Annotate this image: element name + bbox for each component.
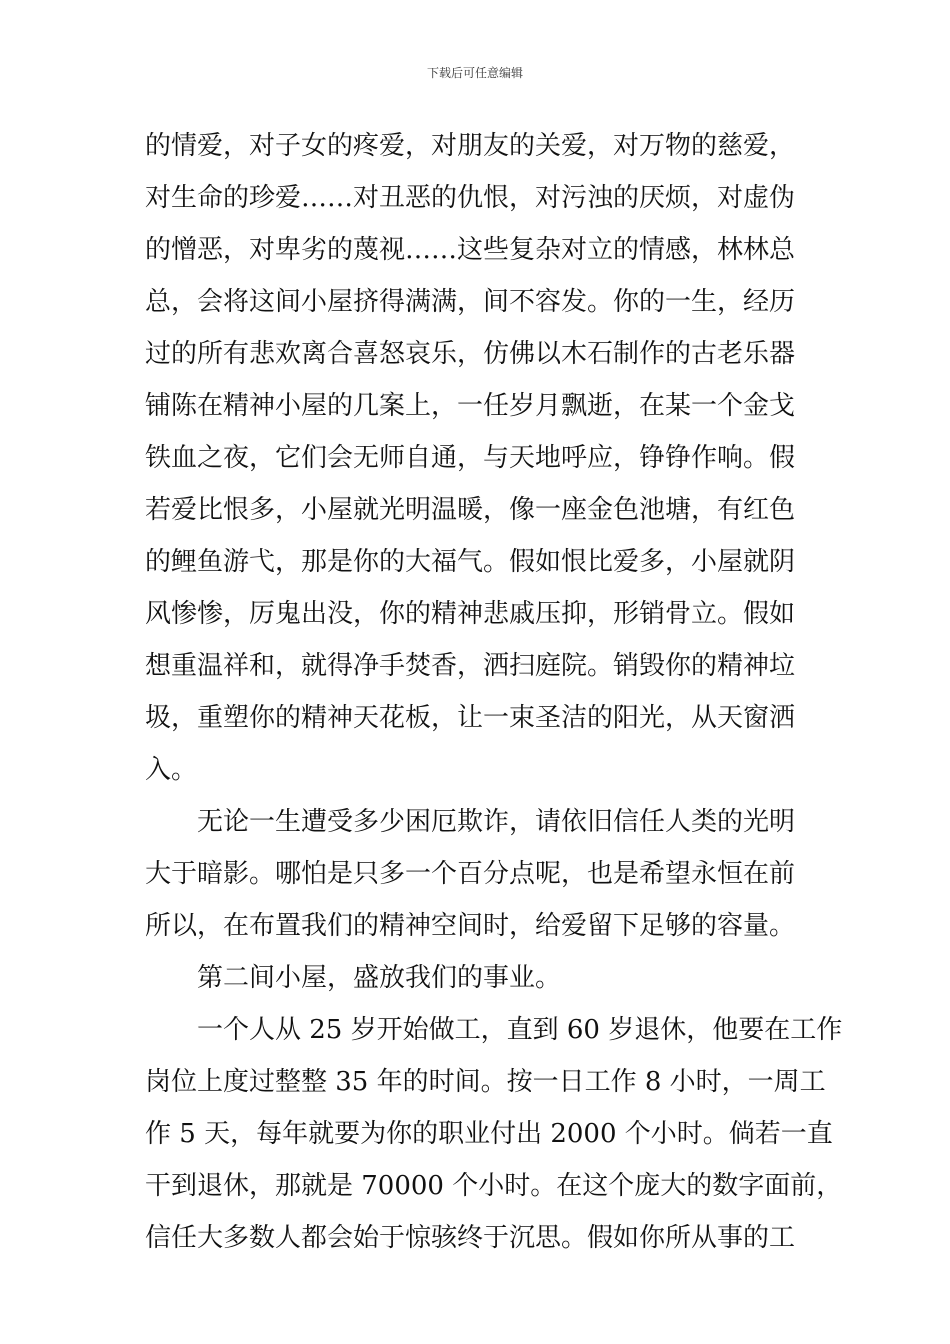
paragraph-first-line: 无论一生遭受多少困厄欺诈，请依旧信任人类的光明 [197, 807, 796, 837]
paragraph-first-line: 一个人从 25 岁开始做工，直到 60 岁退休，他要在工作 [197, 1015, 843, 1045]
paragraph-first-line: 第二间小屋，盛放我们的事业。 [197, 963, 562, 993]
text-line: 干到退休，那就是 70000 个小时。在这个庞大的数字面前， [145, 1171, 843, 1201]
text-line: 的鲤鱼游弋，那是你的大福气。假如恨比爱多，小屋就阴 [145, 547, 796, 577]
text-line: 总，会将这间小屋挤得满满，间不容发。你的一生，经历 [145, 287, 796, 317]
text-line: 过的所有悲欢离合喜怒哀乐，仿佛以木石制作的古老乐器 [145, 339, 796, 369]
text-line: 若爱比恨多，小屋就光明温暖，像一座金色池塘，有红色 [145, 495, 796, 525]
text-line: 所以，在布置我们的精神空间时，给爱留下足够的容量。 [145, 911, 796, 941]
text-line: 岗位上度过整整 35 年的时间。按一日工作 8 小时，一周工 [145, 1067, 826, 1097]
text-line: 风惨惨，厉鬼出没，你的精神悲戚压抑，形销骨立。假如 [145, 599, 796, 629]
text-line: 的憎恶，对卑劣的蔑视……这些复杂对立的情感，林林总 [145, 235, 796, 265]
text-line: 的情爱，对子女的疼爱，对朋友的关爱，对万物的慈爱， [145, 131, 796, 161]
text-line: 作 5 天，每年就要为你的职业付出 2000 个小时。倘若一直 [145, 1119, 833, 1149]
text-line: 铺陈在精神小屋的几案上，一任岁月飘逝，在某一个金戈 [145, 391, 796, 421]
text-line: 对生命的珍爱……对丑恶的仇恨，对污浊的厌烦，对虚伪 [145, 183, 796, 213]
text-line: 入。 [145, 755, 198, 785]
page-header: 下载后可任意编辑 [426, 66, 523, 80]
text-line: 大于暗影。哪怕是只多一个百分点呢，也是希望永恒在前 [145, 859, 796, 889]
text-line: 信任大多数人都会始于惊骇终于沉思。假如你所从事的工 [145, 1223, 796, 1253]
text-line: 铁血之夜，它们会无师自通，与天地呼应，铮铮作响。假 [145, 443, 796, 473]
text-line: 想重温祥和，就得净手焚香，洒扫庭院。销毁你的精神垃 [145, 651, 796, 681]
text-line: 圾，重塑你的精神天花板，让一束圣洁的阳光，从天窗洒 [145, 703, 796, 733]
